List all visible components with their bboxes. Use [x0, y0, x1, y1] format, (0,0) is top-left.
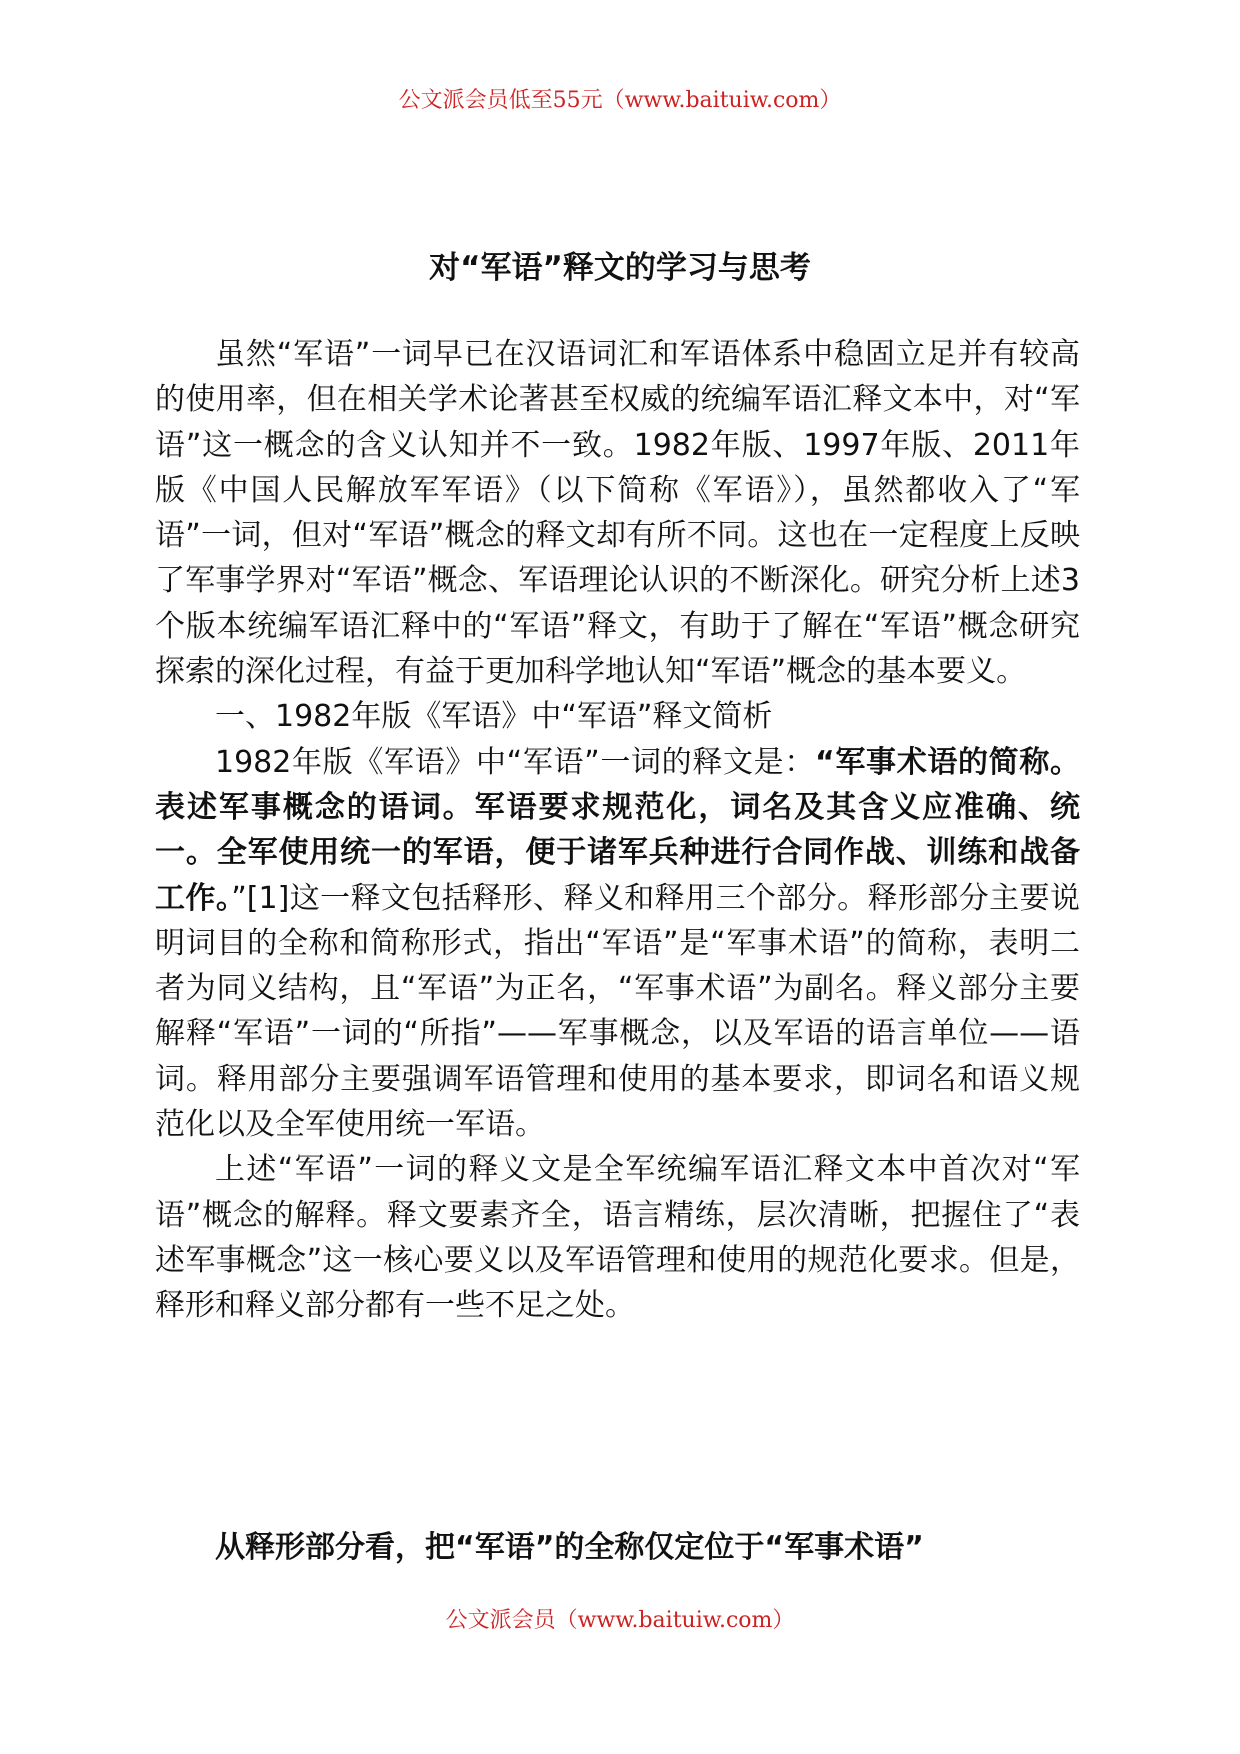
header-promo-banner: 公文派会员低至55元（www.baituiw.com）	[398, 88, 842, 113]
document-title: 对“军语”释文的学习与思考	[429, 250, 811, 286]
document-body	[155, 332, 1080, 1329]
footer-promo-banner: 公文派会员（www.baituiw.com）	[445, 1608, 795, 1633]
body-paragraph: 上述“军语”一词的释义文是全军统编军语汇释文本中首次对“军语”概念的解释。释文要素齐全，语言精练，层次清晰，把握住了“表述军事概念”这一核心要义以及军语管理和使用的规范化要求。但是，释形和释义部分都有一些不足之处。	[155, 1152, 1080, 1324]
section-heading-1: 一、1982年版《军语》中“军语”释文简析	[215, 699, 773, 735]
paragraph-lead: 1982年版《军语》中“军语”一词的释文是：	[215, 744, 815, 780]
bold-quote: “军事术语的简称。表述军事概念的语词。军语要求规范化，词名及其含义应准确、统一。全军使用统一的军语，便于诸军兵种进行合同作战、训练和战备工作。	[155, 744, 1081, 916]
paragraph-text: ”[1]这一释文包括释形、释义和释用三个部分。释形部分主要说明词目的全称和简称形式，指出“军语”是“军事术语”的简称，表明二者为同义结构，且“军语”为正名，“军事术语”为副名。释义部分主要解释“军语”一词的“所指”——军事概念，以及军语的语言单位——语词。释用部分主要强调军语管理和使用的基本要求，即词名和语义规范化以及全军使用统一军语。	[155, 880, 1081, 1143]
section-heading-2: 从释形部分看，把“军语”的全称仅定位于“军事术语”	[215, 1530, 924, 1565]
body-paragraph	[155, 740, 1080, 1148]
body-paragraph: 虽然“军语”一词早已在汉语词汇和军语体系中稳固立足并有较高的使用率，但在相关学术论著甚至权威的统编军语汇释文本中，对“军语”这一概念的含义认知并不一致。1982年版、1997年版、2011年版《中国人民解放军军语》（以下简称《军语》），虽然都收入了“军语”一词，但对“军语”概念的释文却有所不同。这也在一定程度上反映了军事学界对“军语”概念、军语理论认识的不断深化。研究分析上述3个版本统编军语汇释中的“军语”释文，有助于了解在“军语”概念研究探索的深化过程，有益于更加科学地认知“军语”概念的基本要义。	[155, 337, 1080, 690]
